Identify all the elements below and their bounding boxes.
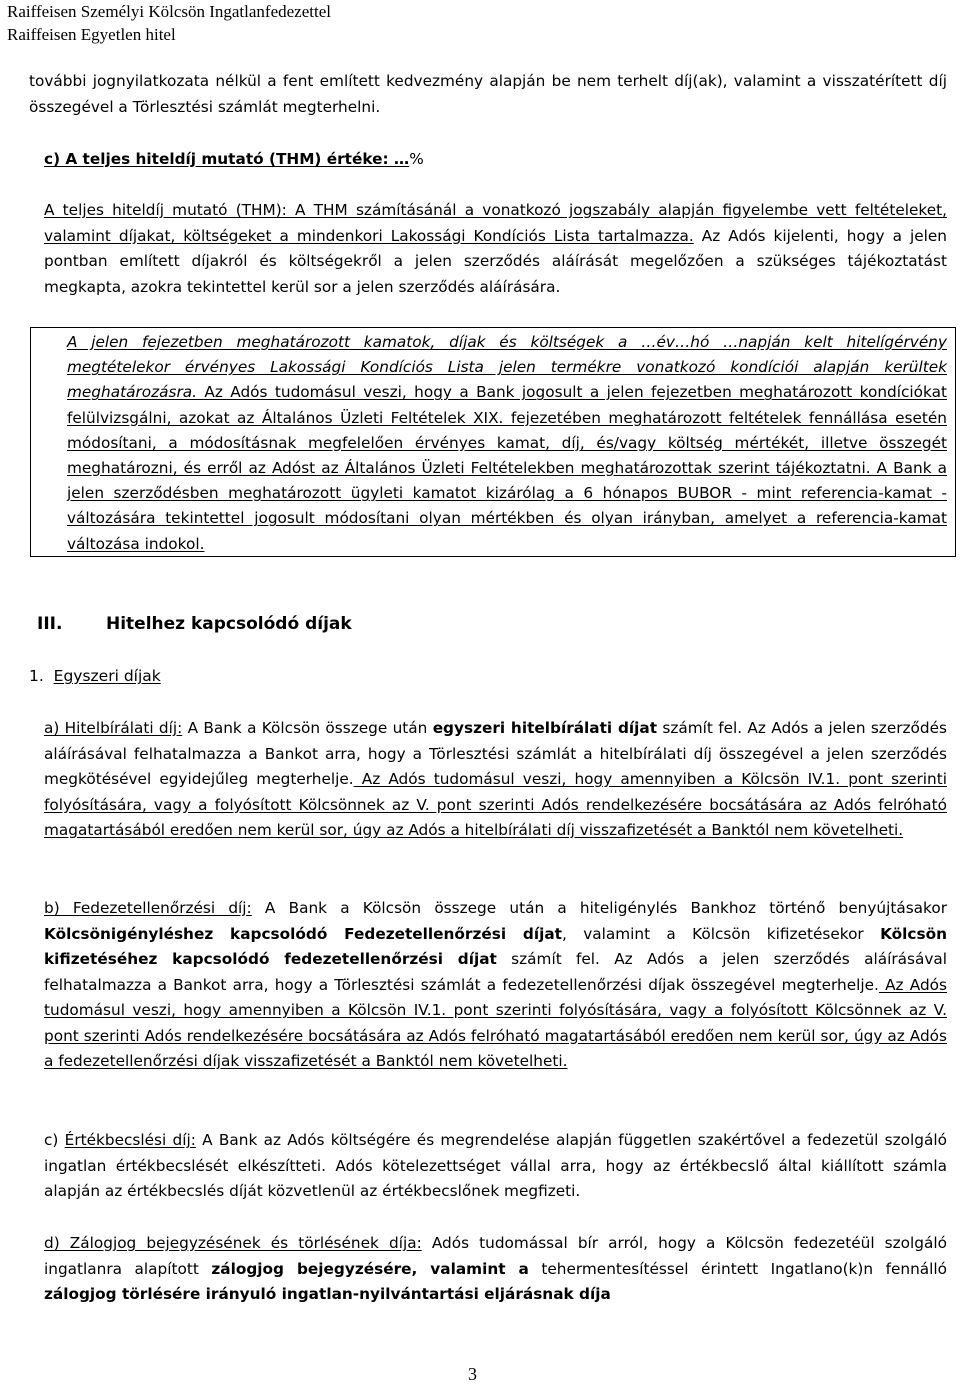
fee-d-paragraph [44,1231,947,1308]
fee-b-text-1: A Bank a Kölcsön összege után a hiteligénylés Bankhoz történő benyújtásakor [251,899,947,917]
subsection-1 [29,664,161,689]
thm-heading-percent: % [409,150,424,168]
fee-a-text-1: A Bank a Kölcsön összege után [182,719,433,737]
fee-d-bold-2: zálogjog törlésére irányuló ingatlan-nyilvántartási eljárásnak díja [44,1285,611,1303]
fee-c-text: A Bank az Adós költségére és megrendelése alapján független szakértővel a fedezetül szolgáló ingatlan értékbecslését elkészítteti. Adós kötelezettséget vállal arra, hogy az értékbecslő által kiállított számla alapján az értékbecslés díját közvetlenül az értékbecslőnek megfizeti. [44,1131,947,1200]
fee-b-text-2: , valamint a Kölcsön kifizetésekor [561,924,881,943]
fee-c-label-prefix: c) [44,1131,65,1149]
fee-d-text-2: tehermentesítéssel érintett Ingatlano(k)n fennálló [528,1259,948,1278]
fee-a-text-2: számít fel. Az Adós a jelen szerződés aláírásával felhatalmazza a Bankot arra, hogy a Törlesztési számlát a hitelbírálati díj összegével a jelen szerződés megkötésével egyidejűleg megterhelje. [44,719,948,788]
section-number: III. [37,614,63,634]
box-text-b: Az Adós tudomásul veszi, hogy a Bank jogosult a jelen fejezetben meghatározott kondíciókat felülvizsgálni, azokat az Általános Üzleti Feltételek XIX. fejezetében meghatározott feltételek fennállása esetén módosítani, a módosításnak megfelelően érvényes kamat, díj, és/vagy költség mértékét, illetve összegét meghatározni, és erről az Adóst az Általános Üzleti Feltételekben meghatározottak szerint tájékoztatni. [67,383,947,478]
document-header [7,0,331,46]
fee-c-label: Értékbecslési díj: [64,1131,196,1149]
thm-heading-label: c) A teljes hiteldíj mutató (THM) értéke: … [44,150,410,168]
fee-b-bold-1: Kölcsönigényléshez kapcsolódó Fedezetellenőrzési díjat [44,924,562,943]
box-text-c: A Bank a jelen szerződésben meghatározott ügyleti kamatot kizárólag a 6 hónapos BUBOR - mint referencia-kamat - változására tekintettel jogosult módosítani olyan mértékben és olyan irányban, amelyet a referencia-kamat változása indokol [67,459,947,553]
conditions-box-text [67,330,947,557]
fee-b-paragraph [44,896,947,1075]
fee-d-label: d) Zálogjog bejegyzésének és törlésének díja: [44,1234,422,1252]
fee-a-label: a) Hitelbírálati díj: [44,719,183,737]
box-text-a: A jelen fejezetben meghatározott kamatok, díjak és költségek a …év…hó …napján kelt hitelígérvény megtételekor érvényes Lakossági Kondíciós Lista jelen termékre vonatkozó kondíciói alapján kerültek meghatározásra. [67,333,947,402]
fee-b-label: b) Fedezetellenőrzési díj: [44,899,252,917]
thm-heading [44,147,947,173]
fee-b-text-3: számít fel. Az Adós a jelen szerződés aláírásával felhatalmazza a Bankot arra, hogy a Törlesztési számlát a fedezetellenőrzési díjak összegével megterhelje. [44,950,947,994]
thm-paragraph-rest: Az Adós kijelenti, hogy a jelen pontban említett díjakról és költségekről a jelen szerződés aláírását megelőzően a szükséges tájékoztatást megkapta, azokra tekintettel kerül sor a jelen szerződés aláírására. [44,226,947,296]
page-number: 3 [468,1364,477,1384]
fee-d-text-1: Adós tudomással bír arról, hogy a Kölcsön fedezetéül szolgáló ingatlanra alapított [44,1234,947,1278]
fee-b-underlined: Az Adós tudomásul veszi, hogy amennyiben a Kölcsön IV.1. pont szerinti folyósítására, vagy a folyósított Kölcsönnek az V. pont szerinti Adós rendelkezésére bocsátására az Adós felróható magatartásából eredően nem kerül sor, úgy az Adós a fedezetellenőrzési díjak visszafizetését a Banktól nem követelheti. [44,975,947,1070]
subsection-1-number: 1. [29,667,44,685]
section-title: Hitelhez kapcsolódó díjak [106,614,352,634]
header-line-2: Raiffeisen Egyetlen hitel [7,25,176,44]
thm-paragraph [44,198,947,300]
thm-paragraph-lead: A teljes hiteldíj mutató (THM): A THM számításánál a vonatkozó jogszabály alapján figyelembe vett feltételeket, valamint díjakat, költségeket a mindenkori Lakossági Kondíciós Lista tartalmazza. [44,201,947,245]
fee-d-bold-1: zálogjog bejegyzésére, valamint a [211,1259,529,1278]
intro-paragraph: további jognyilatkozata nélkül a fent említett kedvezmény alapján be nem terhelt díj(ak), valamint a visszatérített díj összegével a Törlesztési számlát megterhelni. [29,72,947,116]
fee-a-paragraph [44,716,947,844]
fee-b-bold-2: Kölcsön kifizetéséhez kapcsolódó fedezetellenőrzési díjat [44,924,947,968]
fee-a-bold: egyszeri hitelbírálati díjat [432,719,658,737]
fee-a-underlined: Az Adós tudomásul veszi, hogy amennyiben a Kölcsön IV.1. pont szerinti folyósítására, vagy a folyósított Kölcsönnek az V. pont szerinti Adós rendelkezésére bocsátására az Adós felróható magatartásából eredően nem kerül sor, úgy az Adós a hitelbírálati díj visszafizetését a Banktól nem követelheti. [44,770,947,839]
header-line-1: Raiffeisen Személyi Kölcsön Ingatlanfedezettel [7,2,331,21]
fee-c-paragraph [44,1128,947,1205]
box-text-end: . [199,534,205,553]
subsection-1-title: Egyszeri díjak [53,667,161,685]
